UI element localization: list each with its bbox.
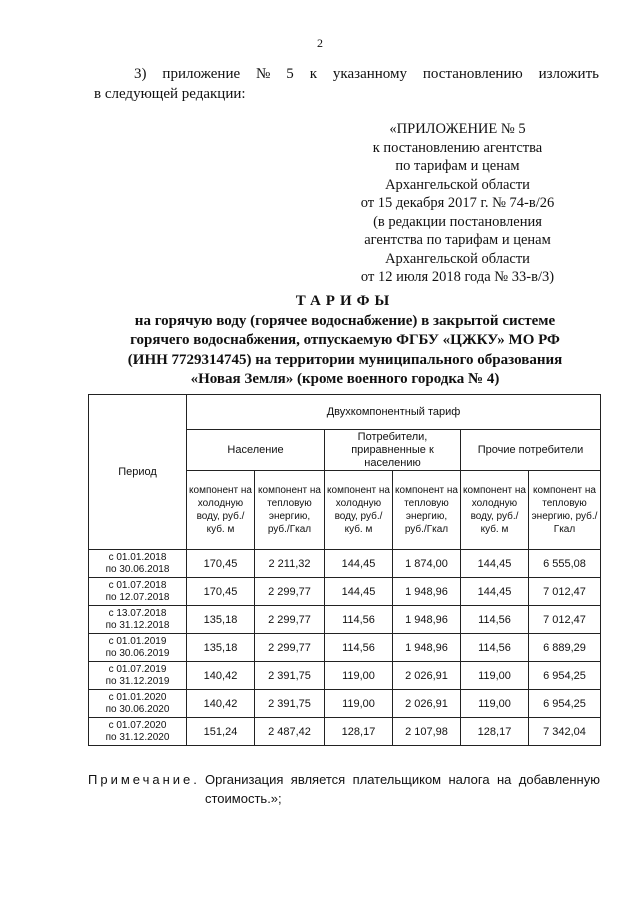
value-cell: 128,17 (461, 718, 529, 746)
value-cell: 114,56 (461, 634, 529, 662)
note (88, 770, 600, 808)
period-from: с 01.01.2019 (108, 635, 167, 647)
table-row (89, 718, 601, 746)
period-cell (89, 550, 187, 578)
component-heat-header: компонент на тепловую энергию, руб./Гкал (393, 471, 461, 550)
appendix-line: по тарифам и ценам (395, 158, 520, 174)
value-cell: 140,42 (187, 662, 255, 690)
appendix-line: Архангельской области (385, 250, 530, 267)
header-row-1 (89, 395, 601, 430)
appendix-line: «ПРИЛОЖЕНИЕ № 5 (389, 121, 526, 137)
period-to: по 31.12.2020 (105, 731, 170, 743)
period-to: по 30.06.2018 (105, 563, 170, 575)
appendix-line: от 12 июля 2018 года № 33-в/3) (360, 269, 555, 285)
period-cell (89, 718, 187, 746)
period-from: с 01.01.2020 (108, 691, 167, 703)
intro-word: изложить (538, 66, 599, 82)
appendix-header (340, 120, 575, 287)
value-cell: 144,45 (461, 578, 529, 606)
value-cell: 2 299,77 (255, 606, 325, 634)
value-cell: 7 012,47 (529, 578, 601, 606)
value-cell: 144,45 (325, 550, 393, 578)
period-to: по 30.06.2020 (105, 703, 170, 715)
value-cell: 119,00 (325, 662, 393, 690)
table-row (89, 662, 601, 690)
table-row (89, 606, 601, 634)
intro-word: приложение (162, 66, 241, 82)
value-cell: 140,42 (187, 690, 255, 718)
appendix-line: Архангельской области (385, 176, 530, 193)
period-cell (89, 578, 187, 606)
group-header-population: Население (187, 430, 325, 471)
period-from: с 01.07.2018 (108, 579, 167, 591)
intro-word: 5 (286, 66, 294, 82)
title-line: горячего водоснабжения, отпускаемую ФГБУ «ЦЖКУ» МО РФ (130, 332, 560, 348)
value-cell: 119,00 (325, 690, 393, 718)
value-cell: 119,00 (461, 690, 529, 718)
value-cell: 6 889,29 (529, 634, 601, 662)
appendix-line: от 15 декабря 2017 г. № 74-в/26 (360, 195, 555, 211)
value-cell: 135,18 (187, 634, 255, 662)
value-cell: 2 211,32 (255, 550, 325, 578)
value-cell: 7 012,47 (529, 606, 601, 634)
document-title (80, 292, 610, 390)
value-cell: 170,45 (187, 578, 255, 606)
tariff-header: Двухкомпонентный тариф (187, 395, 601, 430)
period-to: по 31.12.2018 (105, 619, 170, 631)
tariffs-table (88, 394, 601, 746)
value-cell: 1 948,96 (393, 578, 461, 606)
intro-line-2: в следующей редакции: (94, 86, 246, 102)
value-cell: 2 026,91 (393, 690, 461, 718)
period-header: Период (89, 395, 187, 550)
title-line: на горячую воду (горячее водоснабжение) в закрытой системе (134, 312, 556, 329)
value-cell: 135,18 (187, 606, 255, 634)
period-cell (89, 690, 187, 718)
value-cell: 2 107,98 (393, 718, 461, 746)
period-to: по 31.12.2019 (105, 675, 170, 687)
table-row (89, 634, 601, 662)
period-from: с 01.01.2018 (108, 551, 167, 563)
intro-word: к (309, 66, 317, 82)
value-cell: 2 487,42 (255, 718, 325, 746)
period-from: с 01.07.2020 (108, 719, 167, 731)
period-from: с 13.07.2018 (108, 607, 167, 619)
component-heat-header: компонент на тепловую энергию, руб./Гкал (529, 471, 601, 550)
value-cell: 2 026,91 (393, 662, 461, 690)
period-to: по 30.06.2019 (105, 647, 170, 659)
intro-word: указанному (332, 66, 407, 82)
component-water-header: компонент на холодную воду, руб./куб. м (461, 471, 529, 550)
group-header-other: Прочие потребители (461, 430, 601, 471)
value-cell: 119,00 (461, 662, 529, 690)
component-water-header: компонент на холодную воду, руб./куб. м (325, 471, 393, 550)
appendix-line: к постановлению агентства (372, 139, 543, 156)
table-row (89, 578, 601, 606)
intro-line-1 (94, 64, 599, 84)
period-to: по 12.07.2018 (105, 591, 170, 603)
title-line: (ИНН 7729314745) на территории муниципального образования (127, 351, 563, 368)
value-cell: 1 874,00 (393, 550, 461, 578)
page-number: 2 (317, 36, 323, 50)
table-body (89, 550, 601, 746)
value-cell: 6 954,25 (529, 690, 601, 718)
value-cell: 1 948,96 (393, 606, 461, 634)
intro-word: постановлению (422, 66, 523, 82)
value-cell: 114,56 (325, 606, 393, 634)
value-cell: 1 948,96 (393, 634, 461, 662)
value-cell: 114,56 (461, 606, 529, 634)
group-header-equivalent: Потребители, приравненные к населению (325, 430, 461, 471)
value-cell: 2 391,75 (255, 690, 325, 718)
component-heat-header: компонент на тепловую энергию, руб./Гкал (255, 471, 325, 550)
table-row (89, 690, 601, 718)
appendix-line: агентства по тарифам и ценам (364, 232, 551, 248)
value-cell: 2 299,77 (255, 578, 325, 606)
value-cell: 144,45 (461, 550, 529, 578)
value-cell: 2 391,75 (255, 662, 325, 690)
value-cell: 114,56 (325, 634, 393, 662)
intro-word: 3) (134, 66, 147, 82)
appendix-line: (в редакции постановления (373, 213, 542, 230)
note-label: Примечание. (88, 772, 200, 787)
value-cell: 6 954,25 (529, 662, 601, 690)
title-line: «Новая Земля» (кроме военного городка № 4) (190, 371, 500, 387)
component-water-header: компонент на холодную воду, руб./куб. м (187, 471, 255, 550)
value-cell: 170,45 (187, 550, 255, 578)
table-row (89, 550, 601, 578)
title-heading: ТАРИФЫ (295, 293, 395, 309)
value-cell: 6 555,08 (529, 550, 601, 578)
value-cell: 2 299,77 (255, 634, 325, 662)
note-text: Организация является плательщиком налога на добавленную стоимость.»; (205, 772, 600, 806)
period-cell (89, 634, 187, 662)
period-cell (89, 662, 187, 690)
value-cell: 144,45 (325, 578, 393, 606)
period-from: с 01.07.2019 (108, 663, 167, 675)
intro-paragraph (94, 64, 599, 104)
value-cell: 128,17 (325, 718, 393, 746)
value-cell: 7 342,04 (529, 718, 601, 746)
period-cell (89, 606, 187, 634)
value-cell: 151,24 (187, 718, 255, 746)
intro-word: № (256, 66, 271, 82)
